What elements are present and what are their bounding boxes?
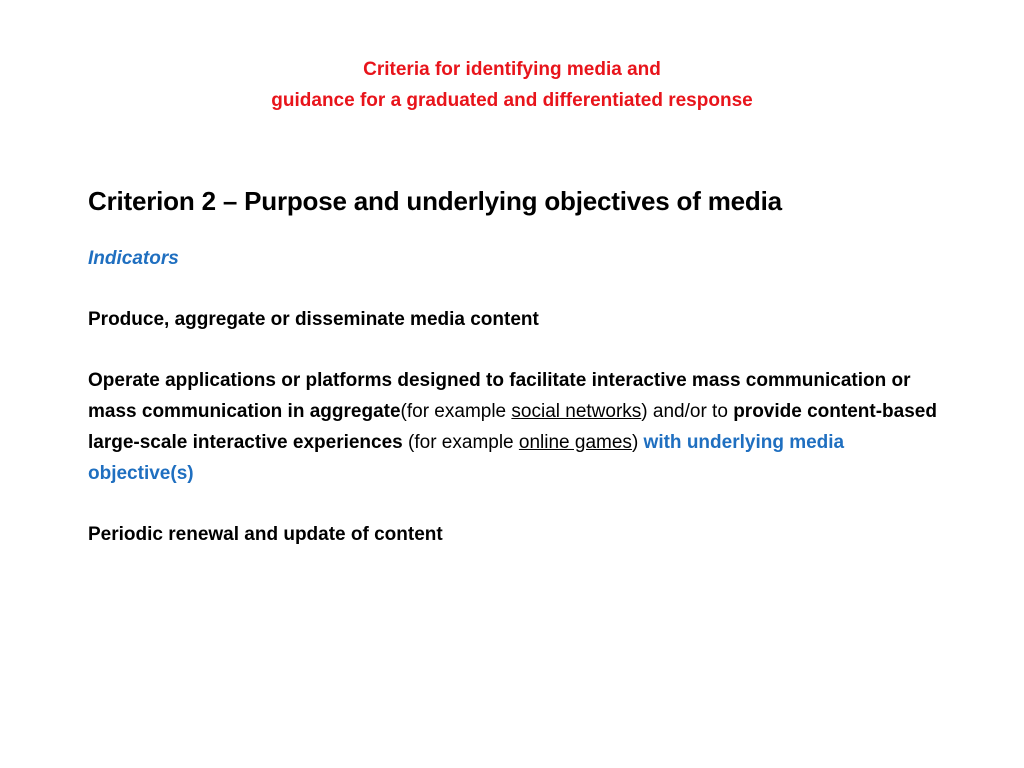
online-games-link: online games (518, 432, 632, 453)
indicator-operate-platforms (88, 365, 948, 489)
closing-paren: ) (631, 432, 644, 453)
title-line-2: guidance for a graduated and differentiated response (271, 90, 753, 111)
indicator-produce-content: Produce, aggregate or disseminate media content (88, 309, 539, 330)
indicators-label: Indicators (88, 248, 179, 269)
indicator-periodic-renewal: Periodic renewal and update of content (88, 524, 443, 545)
example-prefix-2: (for example (402, 432, 519, 453)
slide-content (88, 184, 948, 550)
social-networks-link: social networks (511, 401, 642, 422)
media-objective-text: with underlying media objective(s) (88, 432, 845, 484)
slide-title (0, 54, 1024, 116)
example-prefix-1: (for example (400, 401, 512, 422)
andor-text: ) and/or to (641, 401, 734, 422)
title-line-1: Criteria for identifying media and (363, 59, 661, 80)
criterion-heading: Criterion 2 – Purpose and underlying objectives of media (88, 186, 782, 216)
experiences-bold-text: provide content-based large-scale interactive experiences (88, 401, 937, 453)
platforms-bold-text: Operate applications or platforms designed to facilitate interactive mass communication or mass communication in aggregate (88, 370, 911, 422)
